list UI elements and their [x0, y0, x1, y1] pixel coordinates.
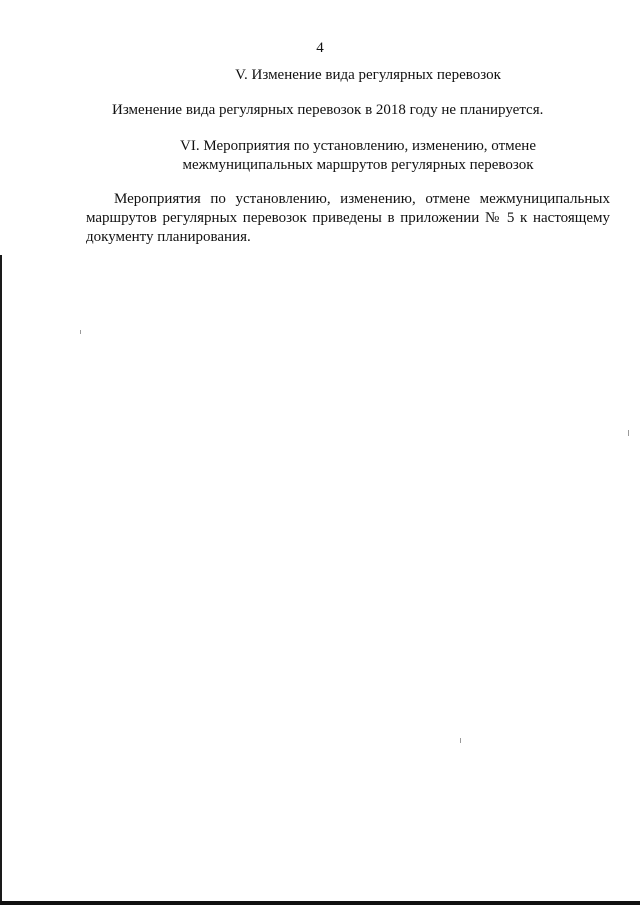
section-5-paragraph — [112, 101, 612, 120]
scan-speck — [628, 430, 629, 436]
section-5-text: Изменение вида регулярных перевозок в 2018 году не планируется. — [112, 102, 544, 118]
section-6-heading-line-2: межмуниципальных маршрутов регулярных перевозок — [182, 157, 534, 173]
section-6-text-line-3: документу планирования. — [86, 229, 251, 245]
section-6-heading — [38, 137, 640, 175]
section-6-paragraph — [86, 190, 610, 247]
scan-speck — [460, 738, 461, 743]
scan-edge-bottom — [0, 901, 640, 905]
section-6-text-line-2: маршрутов регулярных перевозок приведены в приложении № 5 к настоящему — [86, 210, 610, 226]
page-number: 4 — [316, 40, 324, 56]
section-6-heading-line-1: VI. Мероприятия по установлению, изменению, отмене — [180, 138, 536, 154]
section-5-heading — [48, 66, 640, 85]
scan-edge-left — [0, 255, 2, 905]
scan-speck — [80, 330, 81, 334]
section-6-text-line-1: Мероприятия по установлению, изменению, отмене межмуниципальных — [114, 191, 610, 207]
section-5-heading-text: V. Изменение вида регулярных перевозок — [235, 67, 501, 83]
